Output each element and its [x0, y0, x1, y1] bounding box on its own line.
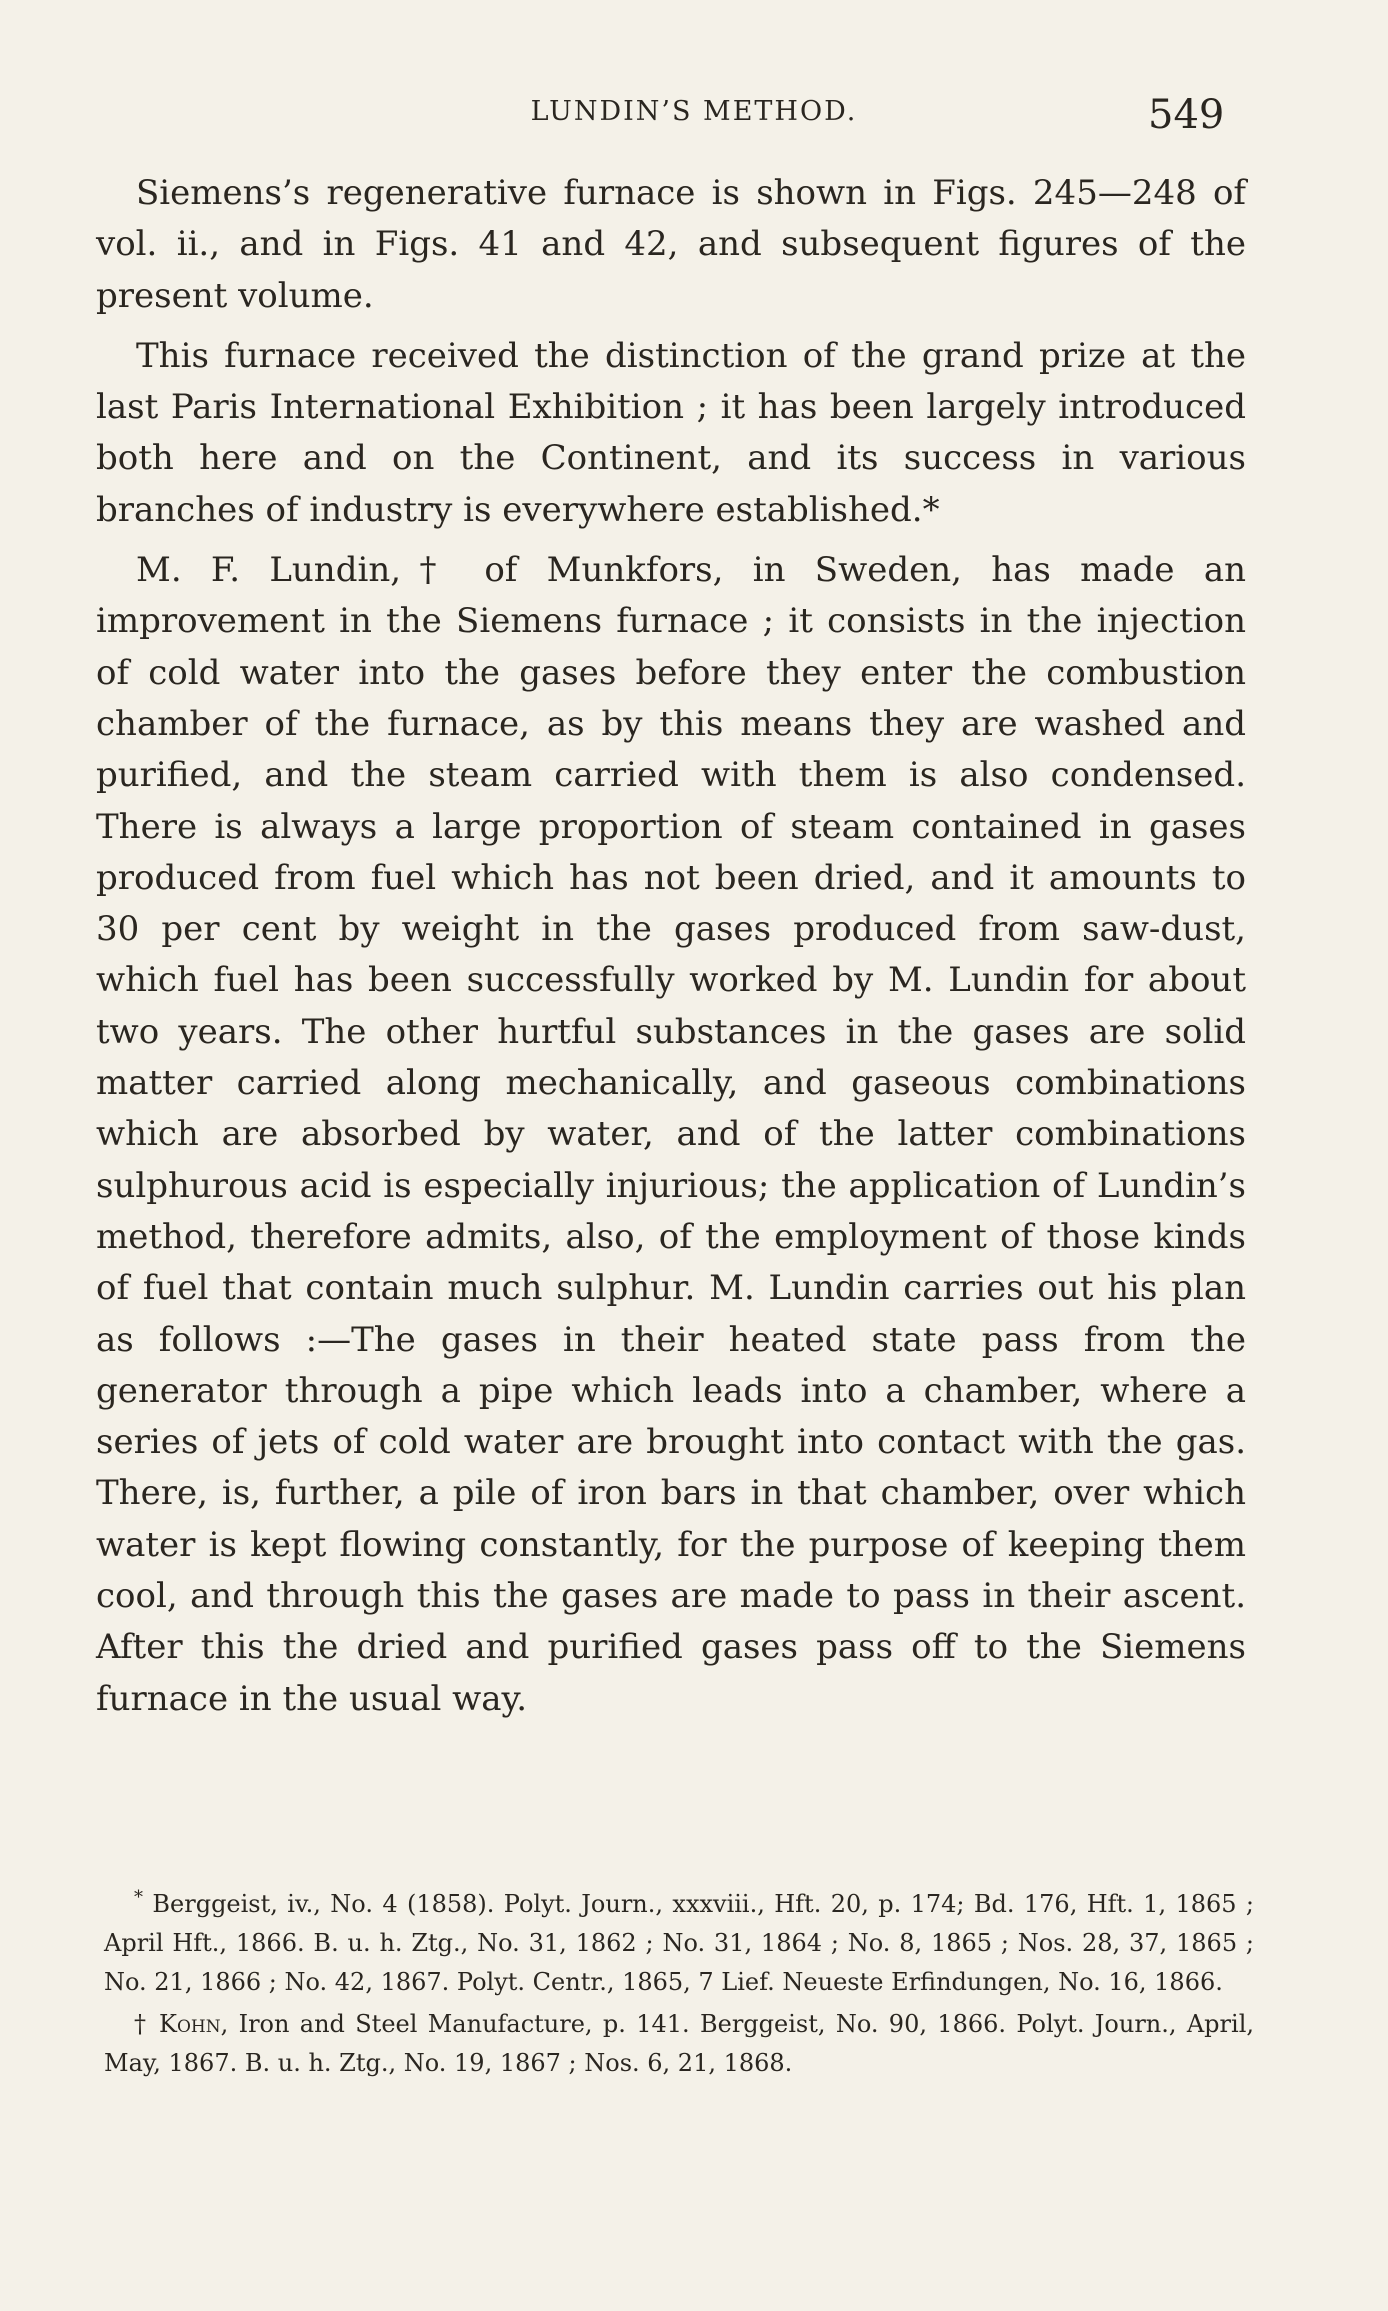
- body-text: [96, 168, 1246, 1734]
- footnote-1-text: Berggeist, iv., No. 4 (1858). Polyt. Journ., xxxviii., Hft. 20, p. 174; Bd. 176, Hft. 1, 1865 ; April Hft., 1866. B. u. h. Ztg., No. 31, 1862 ; No. 31, 1864 ; No. 8, 1865 ; Nos. 28, 37, 1865 ; No. 21, 1866 ; No. 42, 1867. Polyt. Centr., 1865, 7 Lief. Neueste Erfindungen, No. 16, 1866.: [104, 1890, 1254, 1996]
- footnote-2-text: , Iron and Steel Manufacture, p. 141. Berggeist, No. 90, 1866. Polyt. Journ., April, May, 1867. B. u. h. Ztg., No. 19, 1867 ; Nos. 6, 21, 1868.: [104, 2010, 1255, 2078]
- footnote-2-mark: †: [134, 2010, 149, 2039]
- paragraph-1: Siemens’s regenerative furnace is shown in Figs. 245—248 of vol. ii., and in Figs. 41 and 42, and subsequent figures of the present volume.: [96, 173, 1246, 316]
- running-head-title: LUNDIN’S METHOD.: [530, 96, 858, 127]
- running-head: [0, 92, 1388, 138]
- footnotes: [104, 1885, 1254, 2087]
- footnote-1-mark: *: [134, 1887, 143, 1908]
- footnote-1: [104, 1885, 1254, 2001]
- footnote-2-author: Kohn: [159, 2010, 221, 2039]
- paragraph-3: M. F. Lundin,† of Munkfors, in Sweden, has made an improvement in the Siemens furnace ; it consists in the injection of cold water into the gases before they enter the combustion chamber of the furnace, as by this means they are washed and purified, and the steam carried with them is also condensed. There is always a large proportion of steam contained in gases produced from fuel which has not been dried, and it amounts to 30 per cent by weight in the gases produced from saw-dust, which fuel has been successfully worked by M. Lundin for about two years. The other hurtful substances in the gases are solid matter carried along mechanically, and gaseous combinations which are absorbed by water, and of the latter combinations sulphurous acid is especially injurious; the application of Lundin’s method, therefore admits, also, of the employment of those kinds of fuel that contain much sulphur. M. Lundin carries out his plan as follows :—The gases in their heated state pass from the generator through a pipe which leads into a chamber, where a series of jets of cold water are brought into contact with the gas. There, is, further, a pile of iron bars in that chamber, over which water is kept flowing constantly, for the purpose of keeping them cool, and through this the gases are made to pass in their ascent. After this the dried and purified gases pass off to the Siemens furnace in the usual way.: [96, 550, 1246, 1719]
- footnote-2: [104, 2005, 1254, 2083]
- page-number: 549: [1148, 92, 1225, 138]
- paragraph-2: This furnace received the distinction of the grand prize at the last Paris International Exhibition ; it has been largely introduced both here and on the Continent, and its success in various branches of industry is everywhere established.*: [96, 335, 1246, 530]
